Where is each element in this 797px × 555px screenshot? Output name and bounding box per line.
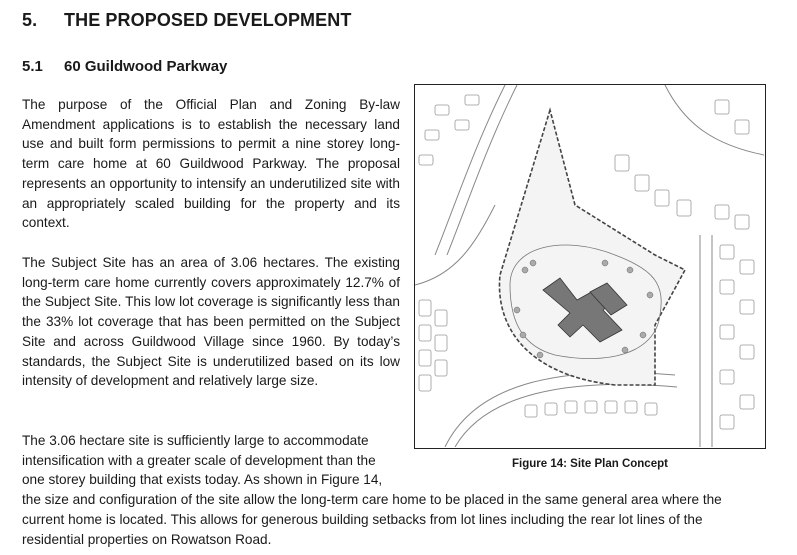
section-title: THE PROPOSED DEVELOPMENT	[64, 10, 352, 30]
figure-caption: Figure 14: Site Plan Concept	[512, 458, 668, 470]
section-heading	[22, 10, 351, 31]
subsection-heading	[22, 58, 227, 75]
paragraph-intensification-text: The 3.06 hectare site is sufficiently large to accommodate intensification with a greater scale of development than the one storey building that exists today. As shown in Figure 14, the size and configuration of the site allow the long-term care home to be placed in the same general area where the current home is located. This allows for generous building setbacks from lot lines including the rear lot lines of the residential properties on Rowatson Road.	[22, 433, 722, 547]
subsection-title: 60 Guildwood Parkway	[64, 58, 228, 75]
site-plan-figure	[414, 84, 766, 449]
site-plan-drawing-icon	[415, 85, 764, 447]
subsection-number: 5.1	[22, 58, 43, 75]
paragraph-subject-site: The Subject Site has an area of 3.06 hectares. The existing long-term care home currently covers approximately 12.7% of the Subject Site. This low lot coverage is significantly less than the 33% lot coverage that has been permitted on the Subject Site and across Guildwood Village since 1960. By today’s standards, the Subject Site is underutilized based on its low intensity of development and relatively large size.	[22, 255, 400, 389]
section-number: 5.	[22, 10, 38, 30]
paragraph-purpose: The purpose of the Official Plan and Zoning By-law Amendment applications is to establish the necessary land use and built form permissions to permit a nine storey long-term care home at 60 Guildwood Parkway. The proposal represents an opportunity to intensify an underutilized site with an appropriately scaled building for the property and its context.	[22, 97, 400, 231]
